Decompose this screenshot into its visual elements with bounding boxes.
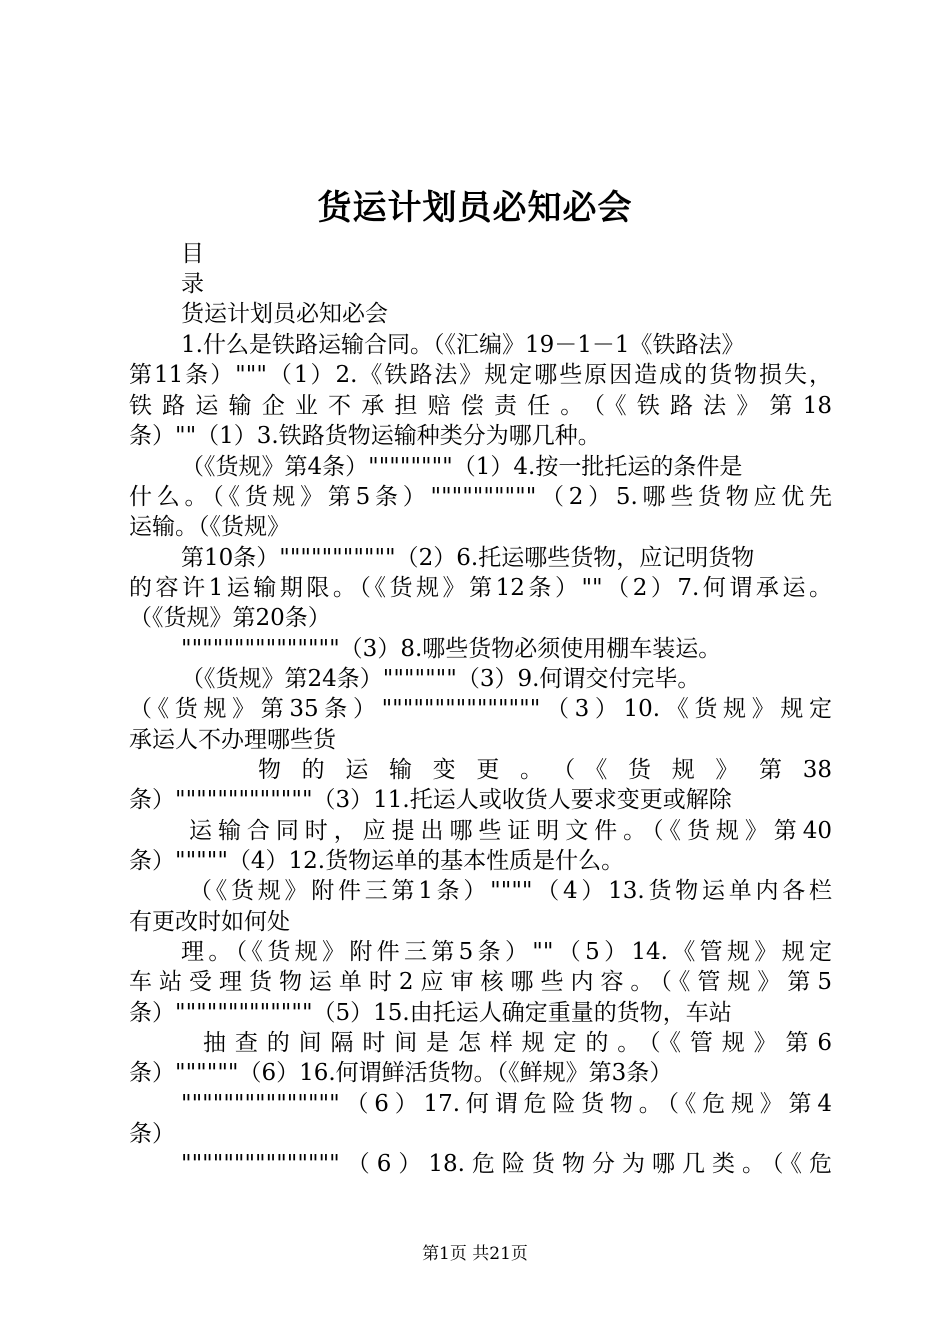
toc-line-1: 目 [181, 241, 204, 267]
body-line: （《货规》附件三第1条）""""（4）13.货物运单内各栏 [189, 878, 832, 904]
body-line: （《货规》第4条）""""""""（1）4.按一批托运的条件是 [181, 454, 743, 480]
body-line: 车站受理货物运单时2应审核哪些内容。（《管规》第5 [129, 969, 832, 995]
body-line: 条）"""""""""""""（3）11.托运人或收货人要求变更或解除 [129, 787, 732, 813]
body-line: 承运人不办理哪些货 [129, 727, 336, 753]
body-line: 抽查的间隔时间是怎样规定的。（《管规》第6 [203, 1030, 832, 1056]
body-line: 条）""（1）3.铁路货物运输种类分为哪几种。 [129, 423, 601, 449]
document-title: 货运计划员必知必会 [317, 188, 633, 228]
body-line: 条）""""""（6）16.何谓鲜活货物。（《鲜规》第3条） [129, 1060, 673, 1086]
body-line: 第10条）"""""""""""（2）6.托运哪些货物，应记明货物 [181, 545, 755, 571]
body-line: （《货规》第24条）"""""""（3）9.何谓交付完毕。 [181, 666, 701, 692]
body-line: 条）"""""""""""""（5）15.由托运人确定重量的货物，车站 [129, 1000, 732, 1026]
toc-line-2: 录 [181, 271, 204, 297]
body-line: 理。（《货规》附件三第5条）""（5）14.《管规》规定 [181, 939, 832, 965]
body-line: 的容许1运输期限。（《货规》第12条）""（2）7.何谓承运。 [129, 575, 832, 601]
body-line: 有更改时如何处 [129, 909, 290, 935]
body-line: （《货规》第35条）"""""""""""""""（3）10.《货规》规定 [129, 696, 832, 722]
body-line: 什么。（《货规》第5条）""""""""""（2）5.哪些货物应优先 [129, 484, 832, 510]
body-line: """""""""""""""（6）17.何谓危险货物。（《危规》第4 [181, 1091, 832, 1117]
body-line: 条） [129, 1121, 175, 1147]
body-line: 1.什么是铁路运输合同。（《汇编》19－1－1《铁路法》 [181, 332, 745, 358]
body-line: 运输合同时，应提出哪些证明文件。（《货规》第40 [189, 818, 832, 844]
body-line: 物的运输变更。（《货规》第38 [258, 757, 832, 783]
body-line: 运输。（《货规》 [129, 514, 290, 540]
body-line: 货运计划员必知必会 [181, 301, 388, 327]
body-line: 第11条）"""（1）2.《铁路法》规定哪些原因造成的货物损失， [129, 362, 832, 388]
body-line: （《货规》第20条） [129, 605, 331, 631]
body-line: """""""""""""""（6）18.危险货物分为哪几类。（《危 [181, 1151, 832, 1177]
body-line: 条）"""""（4）12.货物运单的基本性质是什么。 [129, 848, 625, 874]
body-line: """""""""""""""（3）8.哪些货物必须使用棚车装运。 [181, 636, 722, 662]
body-line: 铁路运输企业不承担赔偿责任。（《铁路法》第18 [129, 393, 832, 419]
page-footer: 第1页 共21页 [422, 1244, 528, 1264]
